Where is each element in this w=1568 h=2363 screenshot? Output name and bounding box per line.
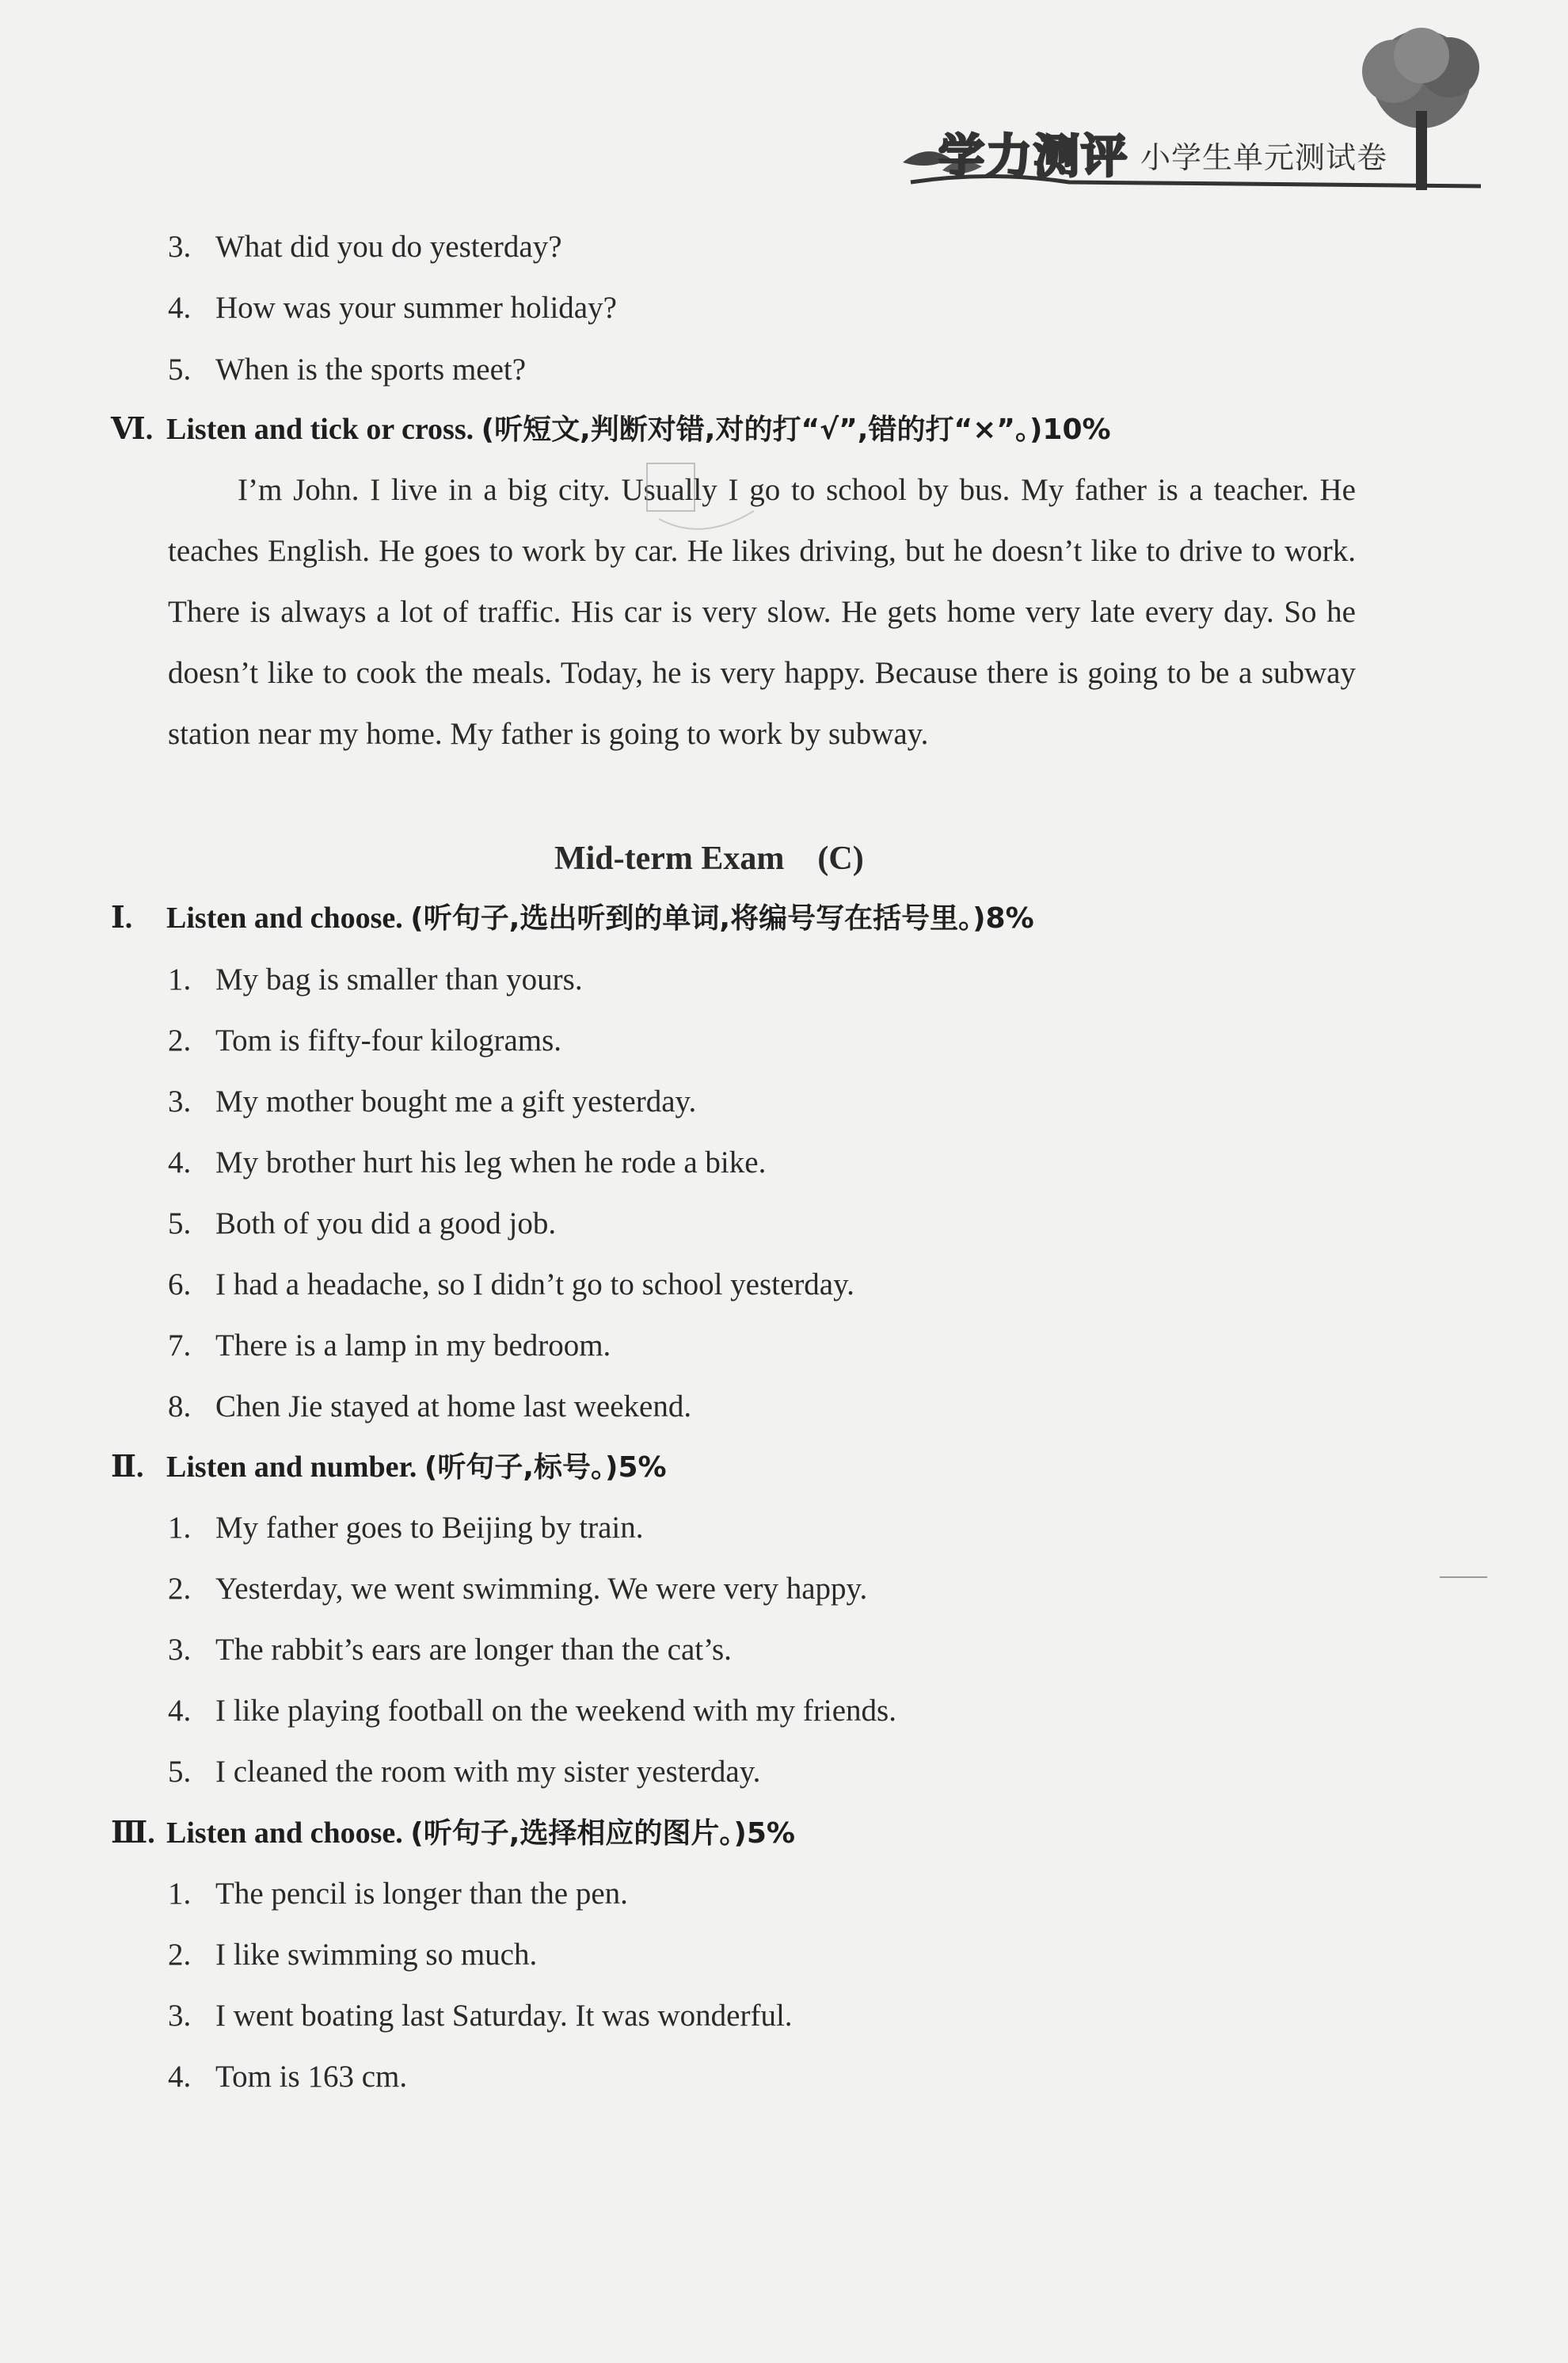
item-text: I like swimming so much.: [215, 1938, 538, 1972]
list-item: [168, 1022, 561, 1060]
section-instruction: (听句子,选择相应的图片。)5%: [410, 1817, 795, 1850]
item-number: 5.: [168, 1755, 192, 1789]
list-item: [168, 2058, 407, 2096]
item-text: Tom is fifty-four kilograms.: [215, 1023, 562, 1058]
item-text: My brother hurt his leg when he rode a bike.: [215, 1145, 767, 1180]
list-item: [168, 1631, 732, 1669]
section-numeral: Ⅵ.: [111, 413, 154, 446]
item-text: Tom is 163 cm.: [215, 2060, 408, 2094]
section-numeral: Ⅲ.: [111, 1816, 155, 1850]
item-number: 2.: [168, 1938, 192, 1972]
item-number: 4.: [168, 291, 192, 325]
list-item: [168, 1875, 628, 1913]
item-number: 1.: [168, 1877, 192, 1911]
item-text: I went boating last Saturday. It was wonderful.: [215, 1999, 793, 2033]
list-item: [168, 1936, 537, 1974]
item-text: Chen Jie stayed at home last weekend.: [215, 1389, 692, 1424]
list-item: [168, 1144, 766, 1182]
list-item: [168, 351, 526, 389]
brand-title: 学力测评: [938, 129, 1129, 183]
item-number: 3.: [168, 1999, 192, 2033]
section-instruction: (听句子,标号。)5%: [424, 1451, 667, 1484]
section-numeral: Ⅰ.: [111, 901, 133, 935]
item-number: 7.: [168, 1328, 192, 1363]
item-text: I cleaned the room with my sister yesterday.: [215, 1755, 761, 1789]
item-number: 1.: [168, 962, 192, 997]
section-title: Listen and number.: [166, 1450, 417, 1484]
item-number: 5.: [168, 1206, 192, 1241]
section-title: Listen and choose.: [166, 1816, 403, 1850]
item-text: My father goes to Beijing by train.: [215, 1511, 644, 1545]
item-text: When is the sports meet?: [215, 353, 527, 387]
list-item: [168, 228, 562, 266]
list-item: [168, 1753, 760, 1791]
watermark-stamp-icon: [643, 455, 762, 543]
item-text: I like playing football on the weekend with my friends.: [215, 1694, 896, 1728]
item-number: 4.: [168, 2060, 192, 2094]
section-numeral: Ⅱ.: [111, 1450, 144, 1484]
list-item: [168, 1266, 854, 1304]
page-crease: [1440, 1576, 1487, 1578]
item-number: 6.: [168, 1267, 192, 1302]
item-text: I had a headache, so I didn’t go to school yesterday.: [215, 1267, 854, 1302]
list-item: [168, 1388, 691, 1426]
series-title: 小学生单元测试卷: [1140, 140, 1388, 175]
exam-title: Mid-term Exam (C): [554, 840, 864, 877]
item-number: 4.: [168, 1145, 192, 1180]
item-text: The rabbit’s ears are longer than the cat’s.: [215, 1633, 732, 1667]
section-heading: [111, 899, 1034, 938]
section-instruction: (听句子,选出听到的单词,将编号写在括号里。)8%: [410, 902, 1034, 935]
item-text: My mother bought me a gift yesterday.: [215, 1084, 697, 1119]
passage-text: I’m John. I live in a big city. Usually I go to school by bus. My father is a teacher. He teaches English. He goes to work by car. He likes driving, but he doesn’t like to drive to work. There is always a lot of traffic. His car is very slow. He gets home very late every day. So he doesn’t like to cook the meals. Today, he is very happy. Because there is going to be a subway station near my home. My father is going to work by subway.: [168, 473, 1356, 751]
passage: [168, 459, 1356, 764]
item-text: My bag is smaller than yours.: [215, 962, 583, 997]
item-number: 4.: [168, 1694, 192, 1728]
item-number: 2.: [168, 1572, 192, 1606]
section-heading: [111, 1448, 667, 1487]
list-item: [168, 1997, 793, 2035]
list-item: [168, 1692, 896, 1730]
item-text: The pencil is longer than the pen.: [215, 1877, 628, 1911]
item-text: How was your summer holiday?: [215, 291, 617, 325]
section-instruction: (听短文,判断对错,对的打“√”,错的打“×”。)10%: [481, 414, 1111, 446]
section-heading: [111, 410, 1111, 449]
list-item: [168, 289, 617, 327]
item-number: 5.: [168, 353, 192, 387]
item-text: Both of you did a good job.: [215, 1206, 557, 1241]
section-title: Listen and choose.: [166, 901, 403, 935]
item-number: 3.: [168, 1084, 192, 1119]
item-number: 1.: [168, 1511, 192, 1545]
list-item: [168, 1327, 611, 1365]
item-text: What did you do yesterday?: [215, 230, 562, 264]
item-text: There is a lamp in my bedroom.: [215, 1328, 611, 1363]
list-item: [168, 1509, 643, 1547]
list-item: [168, 1205, 556, 1243]
item-number: 3.: [168, 230, 192, 264]
item-number: 8.: [168, 1389, 192, 1424]
item-number: 2.: [168, 1023, 192, 1058]
section-heading: [111, 1814, 795, 1853]
item-text: Yesterday, we went swimming. We were very happy.: [215, 1572, 868, 1606]
item-number: 3.: [168, 1633, 192, 1667]
section-title: Listen and tick or cross.: [166, 413, 474, 446]
list-item: [168, 1083, 696, 1121]
list-item: [168, 961, 583, 999]
list-item: [168, 1570, 867, 1608]
